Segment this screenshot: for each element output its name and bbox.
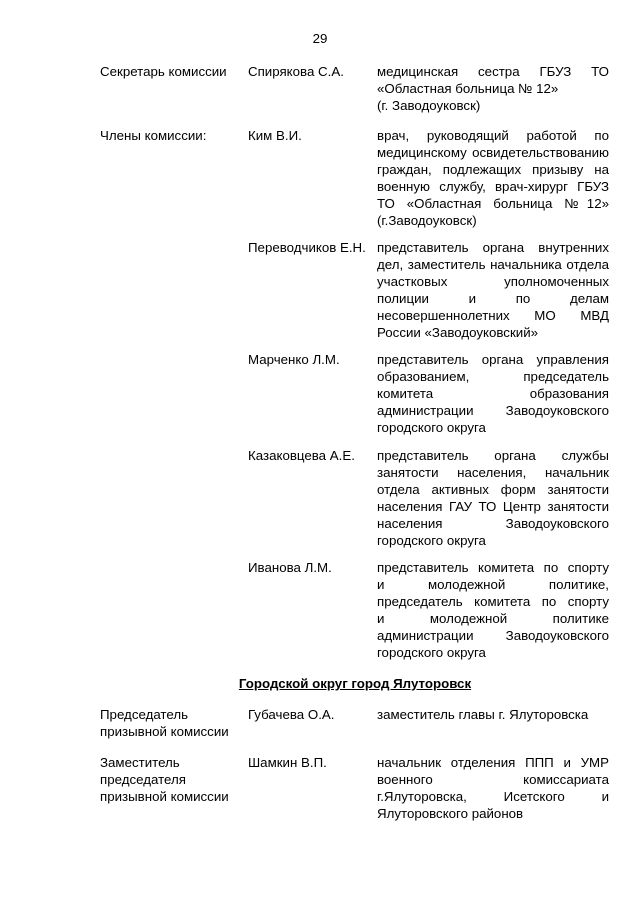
description-line: участковых уполномоченных [377, 274, 609, 289]
member-name: Спирякова С.А. [248, 64, 344, 79]
description-line: ТО «Областная больница №12» [377, 196, 609, 211]
role-line: председателя [100, 772, 186, 787]
description-line: заместитель главы г. Ялуторовска [377, 707, 589, 722]
role-line: Члены комиссии: [100, 128, 207, 143]
member-description [377, 127, 609, 229]
member-name: Казаковцева А.Е. [248, 448, 355, 463]
member-name: Переводчиков Е.Н. [248, 240, 366, 255]
description-line: представитель органа управления [377, 352, 609, 367]
role-line: Председатель [100, 707, 189, 722]
description-line: медицинская сестра ГБУЗ ТО [377, 64, 609, 79]
role-label [100, 754, 245, 805]
member-name: Ким В.И. [248, 128, 302, 143]
member-description [377, 447, 609, 549]
description-line: военную службу, врач-хирург ГБУЗ [377, 179, 609, 194]
description-line: администрации Заводоуковского [377, 403, 609, 418]
description-line: полиции и по делам [377, 291, 609, 306]
description-line: городского округа [377, 533, 486, 548]
description-line: начальник отделения ППП и УМР [377, 755, 609, 770]
role-label [100, 127, 245, 144]
role-line: Секретарь комиссии [100, 64, 227, 79]
description-line: городского округа [377, 420, 486, 435]
member-description [377, 706, 609, 723]
description-line: и молодежной политике [377, 611, 609, 626]
description-line: представитель органа службы [377, 448, 609, 463]
description-line: медицинскому освидетельствованию [377, 145, 609, 160]
member-description [377, 351, 609, 436]
description-line: представитель органа внутренних [377, 240, 609, 255]
description-line: образованием, председатель [377, 369, 609, 384]
description-line: несовершеннолетних МО МВД [377, 308, 609, 323]
section-heading: Городской округ город Ялуторовск [238, 676, 472, 691]
description-line: председатель комитета по спорту [377, 594, 609, 609]
description-line: военного комиссариата [377, 772, 609, 787]
member-description [377, 63, 609, 114]
role-line: Заместитель [100, 755, 180, 770]
role-line: призывной комиссии [100, 724, 229, 739]
member-name: Марченко Л.М. [248, 352, 340, 367]
member-name: Шамкин В.П. [248, 755, 327, 770]
role-line: призывной комиссии [100, 789, 229, 804]
description-line: отдела активных форм занятости [377, 482, 609, 497]
member-name: Иванова Л.М. [248, 560, 332, 575]
description-line: занятости населения, начальник [377, 465, 609, 480]
description-line: (г. Заводоуковск) [377, 98, 481, 113]
description-line: г.Ялуторовска, Исетского и [377, 789, 609, 804]
description-line: России «Заводоуковский» [377, 325, 539, 340]
description-line: врач, руководящий работой по [377, 128, 609, 143]
description-line: граждан, подлежащих призыву на [377, 162, 609, 177]
role-label [100, 63, 245, 80]
description-line: городского округа [377, 645, 486, 660]
member-name: Губачева О.А. [248, 707, 335, 722]
member-description [377, 754, 609, 822]
member-description [377, 239, 609, 341]
description-line: дел, заместитель начальника отдела [377, 257, 609, 272]
description-line: администрации Заводоуковского [377, 628, 609, 643]
description-line: (г.Заводоуковск) [377, 213, 477, 228]
member-description [377, 559, 609, 661]
description-line: комитета образования [377, 386, 609, 401]
description-line: представитель комитета по спорту [377, 560, 609, 575]
description-line: «Областная больница № 12» [377, 81, 559, 96]
description-line: населения Заводоуковского [377, 516, 609, 531]
page-number: 29 [312, 31, 328, 46]
description-line: Ялуторовского районов [377, 806, 524, 821]
description-line: населения ГАУ ТО Центр занятости [377, 499, 609, 514]
role-label [100, 706, 245, 740]
description-line: и молодежной политике, [377, 577, 609, 592]
